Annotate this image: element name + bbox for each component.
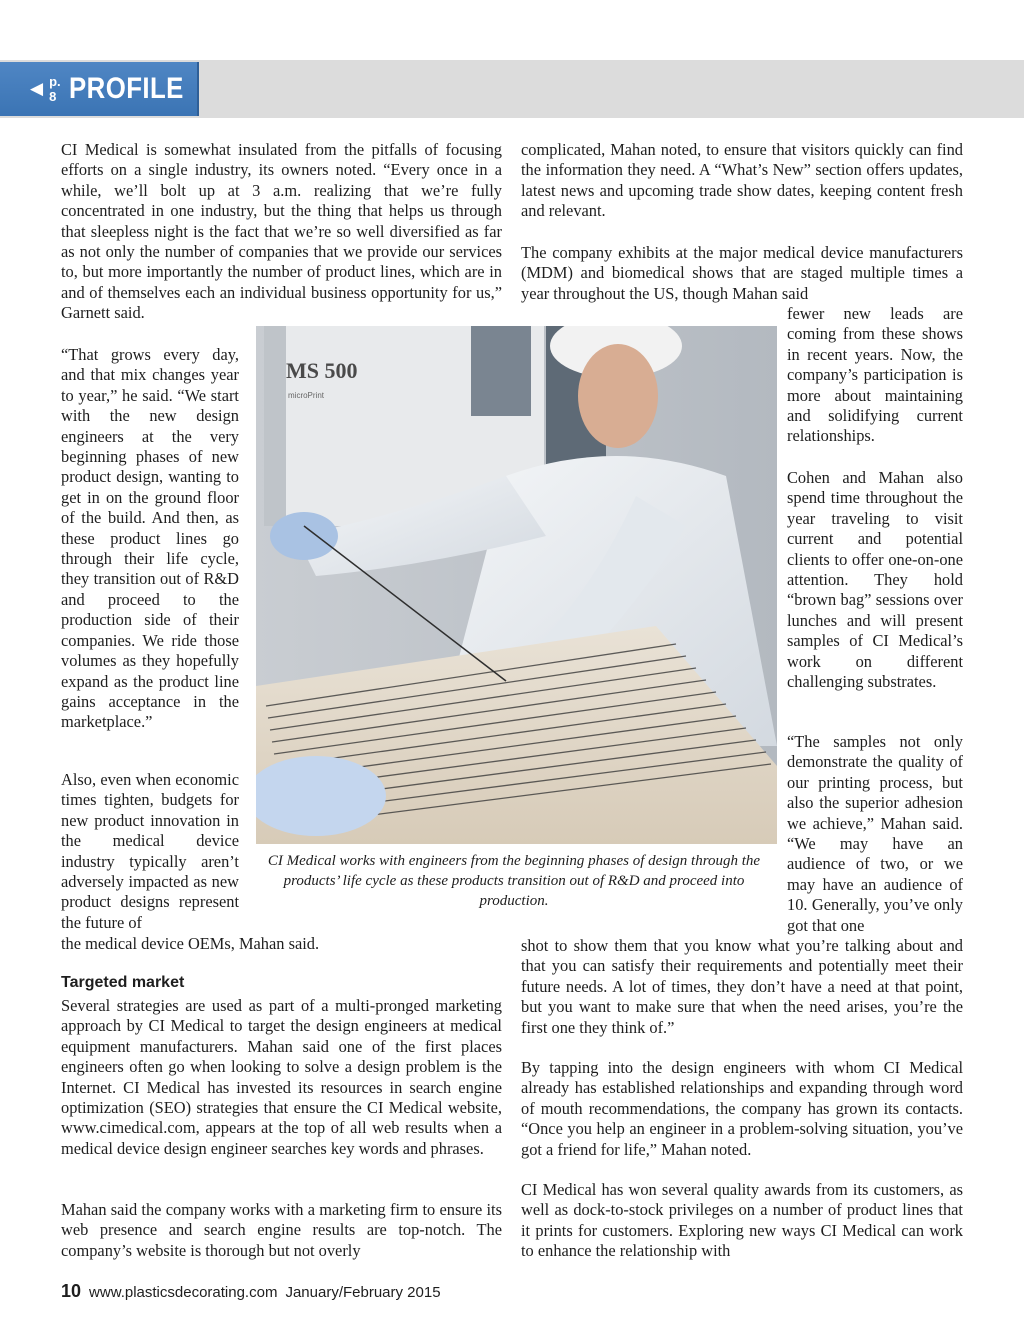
article-photo (256, 326, 777, 844)
left-paragraph-3b: the medical device OEMs, Mahan said. (61, 934, 320, 953)
photo-caption: CI Medical works with engineers from the beginning phases of design through the products’ life cycle as these products transition out of R&D and proceed into production. (267, 853, 761, 909)
right-paragraph-5: By tapping into the design engineers with whom CI Medical already has established relationships and expanding through word of mouth recommendations, the company has grown its contacts. “Once you help an engineer in a problem-solving situation, you’ve got a friend for life,” Mahan noted. (521, 1058, 963, 1159)
right-paragraph-3: Cohen and Mahan also spend time throughout the year traveling to visit current and potential clients to offer one-on-one attention. They hold “brown bag” sessions over lunches and will present samples of CI Medical’s work on different challenging substrates. (787, 468, 963, 692)
right-paragraph-6: CI Medical has won several quality awards from its customers, as well as dock-to-stock privileges on a number of product lines that it prints for customers. Exploring new ways CI Medical can work to enhance the relationship with (521, 1180, 963, 1261)
right-paragraph-2a: The company exhibits at the major medical device manufacturers (MDM) and biomedical shows that are staged multiple times a year throughout the US, though Mahan said (521, 243, 963, 303)
footer-site[interactable]: www.plasticsdecorating.com (89, 1284, 278, 1301)
left-paragraph-4: Several strategies are used as part of a multi-pronged marketing approach by CI Medical to target the design engineers at medical equipment manufacturers. Mahan said one of the first places engineers often go when looking to solve a design problem is the Internet. CI Medical has invested its resources in search engine optimization (SEO) strategies that ensure the CI Medical website, www.cimedical.com, appears at the top of all web results when a medical device design engineer searches key words and phrases. (61, 996, 502, 1158)
left-triangle-icon: ◀ (30, 79, 44, 98)
lab-worker-illustration (256, 326, 777, 844)
continued-from-page: p. 8 (49, 74, 61, 104)
left-paragraph-1: CI Medical is somewhat insulated from the pitfalls of focusing efforts on a single industry, its owners noted. “Every once in a while, we’ll bolt up at 3 a.m. realizing that we’re fully concentrated in one industry, but the thing that helps us through that sleepless night is the fact that we’re so well diversified as far as not only the number of companies that we provide our services to, but more importantly the number of product lines, which are in and of themselves each an individual business opportunity for us,” Garnett said. (61, 140, 502, 323)
right-paragraph-2b: fewer new leads are coming from these shows in recent years. Now, the company’s participation is more about maintaining and solidifying current relationships. (787, 304, 963, 446)
gloved-hand-left (270, 512, 338, 560)
footer-issue: January/February 2015 (285, 1284, 441, 1301)
left-paragraph-3a: Also, even when economic times tighten, budgets for new product innovation in the medical device industry typically aren’t adversely impacted as new product designs represent the future of (61, 770, 239, 932)
section-tab[interactable] (0, 62, 197, 116)
right-paragraph-4b: shot to show them that you know what you’re talking about and that you can satisfy their requirements and potentially meet their future needs. A lot of times, they don’t have a need at that point, but you want to make sure that when the need arises, you’re the first one they think of.” (521, 936, 963, 1037)
machine-label: MS 500 (286, 358, 358, 383)
section-heading: Targeted market (61, 974, 185, 991)
face (578, 344, 658, 448)
machine-brand: microPrint (288, 391, 325, 400)
page-footer (61, 1281, 441, 1302)
page-number: 10 (61, 1281, 82, 1301)
left-paragraph-2: “That grows every day, and that mix changes year to year,” he said. “We start with the new design engineers at the very beginning phases of new product design, wanting to get in on the ground floor of the build. And then, as these product lines go through their life cycle, they transition out of R&D and proceed to the production side of their companies. We ride those volumes as they hopefully expand as the product line gains acceptance in the marketplace.” (61, 345, 239, 732)
left-paragraph-5: Mahan said the company works with a marketing firm to ensure its web presence and search engine results are top-notch. The company’s website is thorough but not overly (61, 1200, 502, 1260)
right-paragraph-4a: “The samples not only demonstrate the quality of our printing process, but also the superior adhesion we achieve,” Mahan said. “We may have an audience of two, or we may have an audience of 10. Generally, you’ve only got that one (787, 732, 963, 935)
right-paragraph-1: complicated, Mahan noted, to ensure that visitors quickly can find the information they need. A “What’s New” section offers updates, latest news and upcoming trade show dates, keeping content fresh and relevant. (521, 140, 963, 221)
section-title: PROFILE (68, 72, 184, 105)
